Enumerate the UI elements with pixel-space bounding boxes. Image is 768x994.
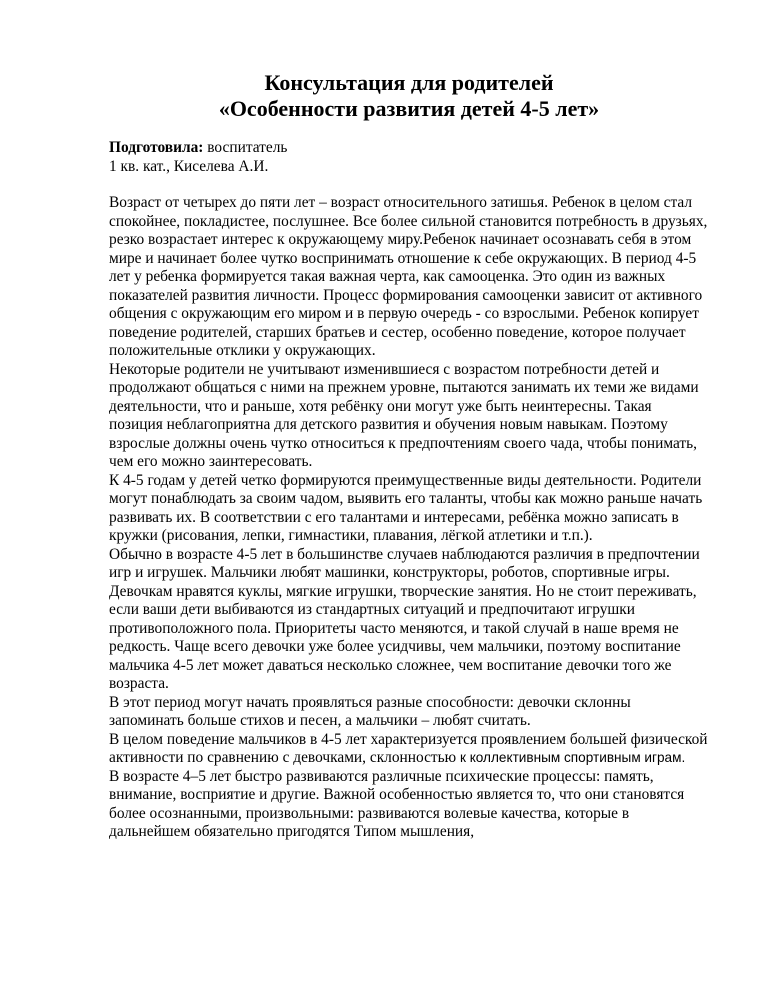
title-line-1: Консультация для родителей	[264, 70, 554, 95]
author-role: воспитатель	[203, 139, 288, 156]
document-title	[109, 70, 709, 122]
paragraph: Возраст от четырех до пяти лет – возраст относительного затишья. Ребенок в целом стал спокойнее, покладистее, послушнее. Все более сильной становится потребность в друзьях, резко возрастает интерес к окружающему миру.Ребенок начинает осознавать себя в этом мире и начинает более чутко воспринимать отношение к себе окружающих. В период 4-5 лет у ребенка формируется такая важная черта, как самооценка. Это один из важных показателей развития личности. Процесс формирования самооценки зависит от активного общения с окружающим его миром и в первую очередь - со взрослыми. Ребенок копирует поведение родителей, старших братьев и сестер, особенно поведение, которое получает положительные отклики у окружающих.	[109, 194, 708, 359]
paragraph-sans-part: к коллективным спортивным играм.	[456, 750, 686, 765]
author-label: Подготовила:	[109, 139, 204, 156]
paragraph: В этот период могут начать проявляться разные способности: девочки склонны запоминать больше стихов и песен, а мальчики – любят считать.	[109, 693, 631, 729]
author-name: 1 кв. кат., Киселева А.И.	[109, 157, 269, 175]
title-line-2: «Особенности развития детей 4-5 лет»	[218, 96, 600, 121]
paragraph: В возрасте 4–5 лет быстро развиваются различные психические процессы: память, внимание, восприятие и другие. Важной особенностью является то, что они становятся более осознанными, произвольными: развиваются волевые качества, которые в дальнейшем обязательно пригодятся Типом мышления,	[109, 767, 685, 840]
author-role-line	[109, 139, 709, 158]
paragraph: Обычно в возрасте 4-5 лет в большинстве случаев наблюдаются различия в предпочтении игр и игрушек. Мальчики любят машинки, конструкторы, роботов, спортивные игры. Девочкам нравятся куклы, мягкие игрушки, творческие занятия. Но не стоит переживать, если ваши дети выбиваются из стандартных ситуаций и предпочитают игрушки противоположного пола. Приоритеты часто меняются, и такой случай в наше время не редкость. Чаще всего девочки уже более усидчивы, чем мальчики, поэтому воспитание мальчика 4-5 лет может даваться несколько сложнее, чем воспитание девочки того же возраста.	[109, 545, 700, 692]
document-page	[109, 70, 709, 842]
document-body	[109, 194, 709, 842]
paragraph	[109, 731, 709, 768]
paragraph: К 4-5 годам у детей четко формируются преимущественные виды деятельности. Родители могут понаблюдать за своим чадом, выявить его таланты, чтобы как можно раньше начать развивать их. В соответствии с его талантами и интересами, ребёнка можно записать в кружки (рисования, лепки, гимнастики, плавания, лёгкой атлетики и т.п.).	[109, 471, 703, 544]
author-block	[109, 139, 709, 176]
paragraph: Некоторые родители не учитывают изменившиеся с возрастом потребности детей и продолжают общаться с ними на прежнем уровне, пытаются занимать их теми же видами деятельности, что и раньше, хотя ребёнку они могут уже быть неинтересны. Такая позиция неблагоприятна для детского развития и обучения новым навыкам. Поэтому взрослые должны очень чутко относиться к предпочтениям своего чада, чтобы понимать, чем его можно заинтересовать.	[109, 360, 699, 470]
paragraph-serif-part: В целом поведение мальчиков в 4-5 лет характеризуется проявлением большей физической активности по сравнению с девочками, склонностью	[109, 730, 708, 766]
